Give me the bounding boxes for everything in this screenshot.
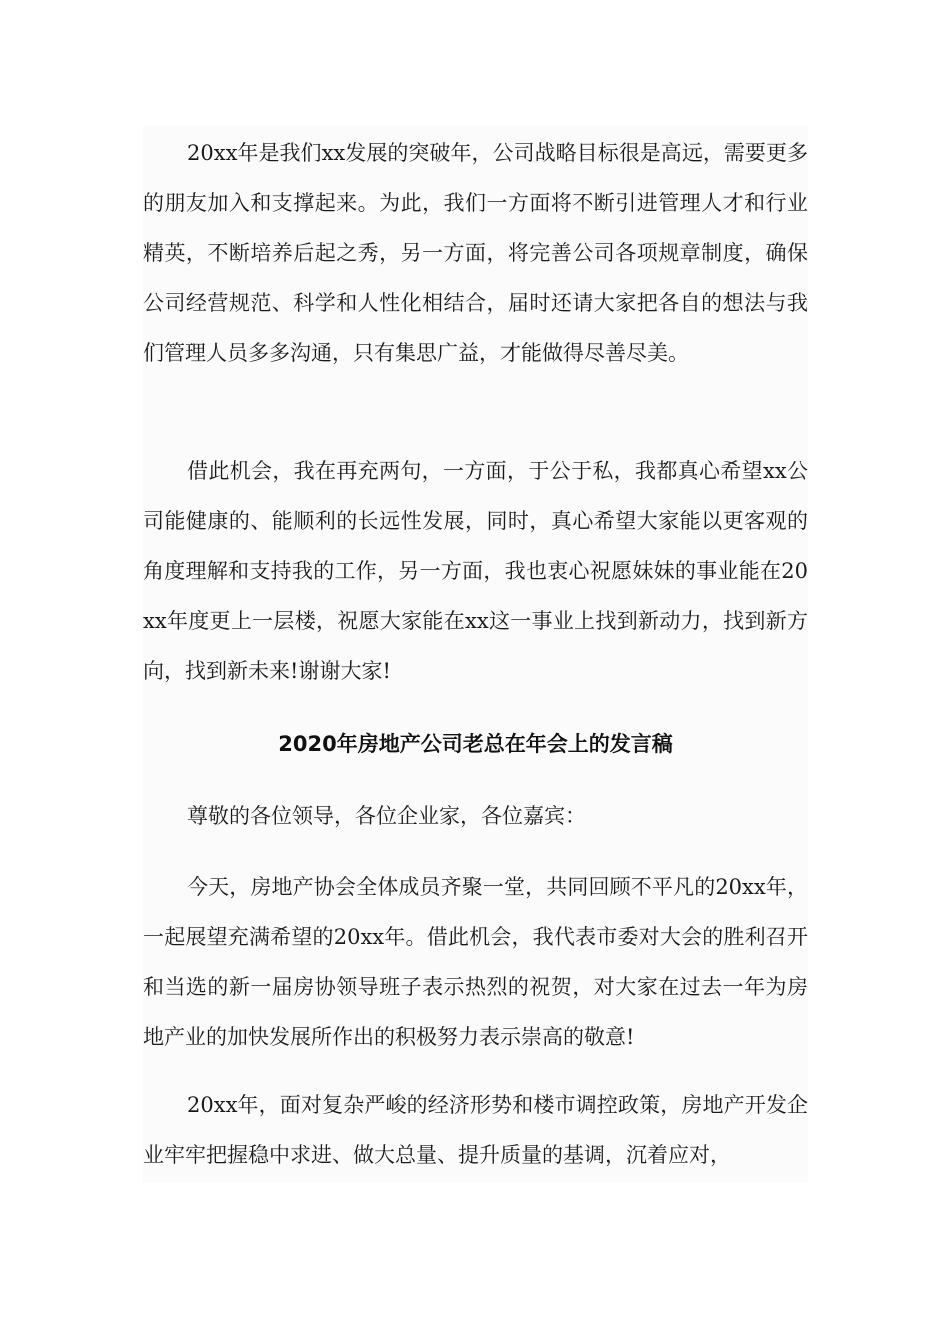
section-title: 2020年房地产公司老总在年会上的发言稿 <box>278 732 673 756</box>
paragraph: 20xx年，面对复杂严峻的经济形势和楼市调控政策，房地产开发企业牢牢把握稳中求进、做大总量、提升质量的基调，沉着应对， <box>143 1093 808 1167</box>
salutation: 尊敬的各位领导，各位企业家，各位嘉宾： <box>187 804 586 828</box>
paragraph: 20xx年是我们xx发展的突破年，公司战略目标很是高远，需要更多的朋友加入和支撑起来。为此，我们一方面将不断引进管理人才和行业精英，不断培养后起之秀，另一方面，将完善公司各项规章制度，确保公司经营规范、科学和人性化相结合，届时还请大家把各自的想法与我们管理人员多多沟通，只有集思广益，才能做得尽善尽美。 <box>143 141 808 365</box>
document-body <box>143 125 808 1183</box>
paragraph: 今天，房地产协会全体成员齐聚一堂，共同回顾不平凡的20xx年，一起展望充满希望的20xx年。借此机会，我代表市委对大会的胜利召开和当选的新一届房协领导班子表示热烈的祝贺，对大家在过去一年为房地产业的加快发展所作出的积极努力表示崇高的敬意! <box>143 875 808 1049</box>
paragraph: 借此机会，我在再充两句，一方面，于公于私，我都真心希望xx公司能健康的、能顺利的长远性发展，同时，真心希望大家能以更客观的角度理解和支持我的工作，另一方面，我也衷心祝愿妹妹的事业能在20xx年度更上一层楼，祝愿大家能在xx这一事业上找到新动力，找到新方向，找到新未来!谢谢大家! <box>143 459 808 683</box>
